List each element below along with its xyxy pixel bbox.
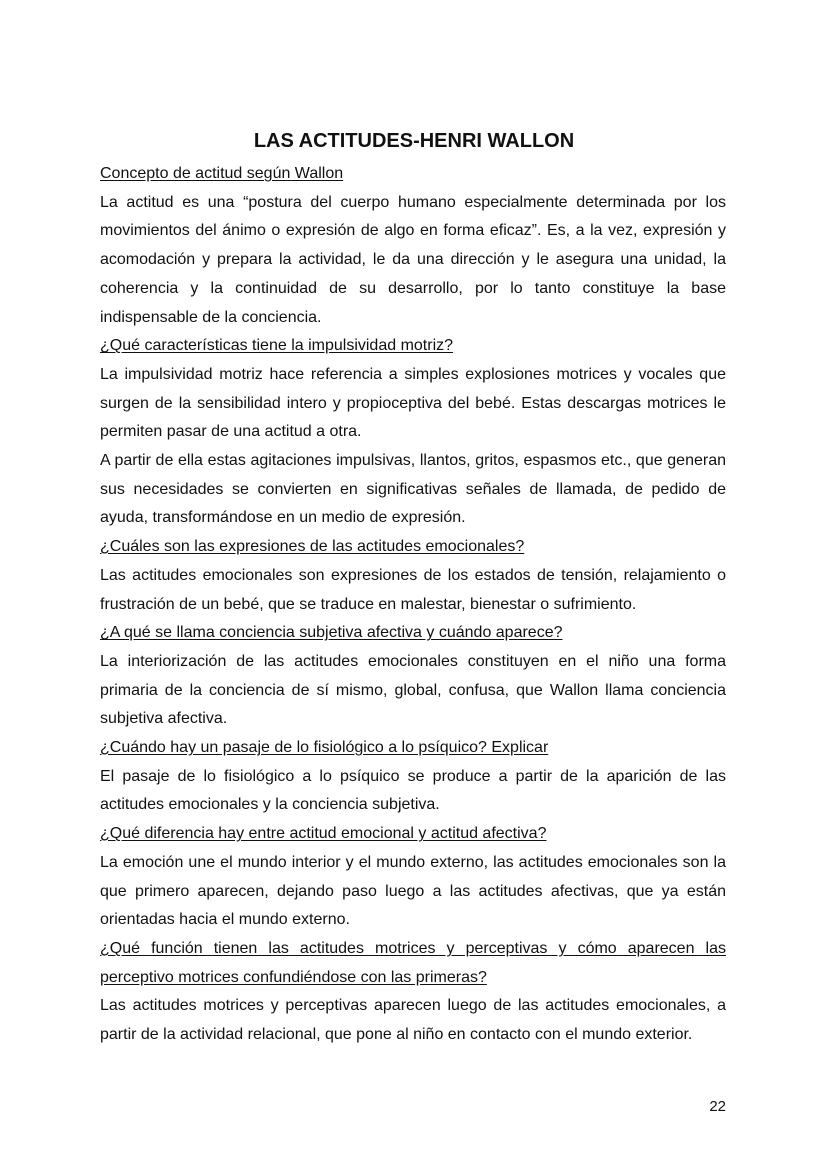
page-number: 22 xyxy=(709,1098,726,1115)
section-paragraph: La emoción une el mundo interior y el mundo externo, las actitudes emocionales son la que primero aparecen, dejando paso luego a las actitudes afectivas, que ya están orientadas hacia el mundo externo. xyxy=(100,853,726,929)
section-paragraph: Las actitudes motrices y perceptivas aparecen luego de las actitudes emocionales, a partir de la actividad relacional, que pone al niño en contacto con el mundo exterior. xyxy=(100,997,726,1044)
section-heading: Concepto de actitud según Wallon xyxy=(100,165,344,182)
document-title: LAS ACTITUDES-HENRI WALLON xyxy=(253,130,575,152)
section-paragraph: La actitud es una “postura del cuerpo humano especialmente determinada por los movimientos del ánimo o expresión de algo en forma eficaz”. Es, a la vez, expresión y acomodación y prepara la actividad, le da una dirección y le asegura una unidad, la coherencia y la continuidad de su desarrollo, por lo tanto constituye la base indispensable de la conciencia. xyxy=(100,193,726,326)
section-paragraph: A partir de ella estas agitaciones impulsivas, llantos, gritos, espasmos etc., que generan sus necesidades se convierten en significativas señales de llamada, de pedido de ayuda, transformándose en un medio de expresión. xyxy=(100,452,726,527)
section-paragraph: La interiorización de las actitudes emocionales constituyen en el niño una forma primaria de la conciencia de sí mismo, global, confusa, que Wallon llama conciencia subjetiva afectiva. xyxy=(100,652,726,728)
section-paragraph: Las actitudes emocionales son expresiones de los estados de tensión, relajamiento o frustración de un bebé, que se traduce en malestar, bienestar o sufrimiento. xyxy=(100,566,726,613)
section-heading: ¿Qué diferencia hay entre actitud emocional y actitud afectiva? xyxy=(100,825,547,843)
document-body xyxy=(100,160,726,1050)
section-paragraph: La impulsividad motriz hace referencia a simples explosiones motrices y vocales que surgen de la sensibilidad intero y propioceptiva del bebé. Estas descargas motrices le permiten pasar de una actitud a otra. xyxy=(100,365,726,441)
section-paragraph: El pasaje de lo fisiológico a lo psíquico se produce a partir de la aparición de las actitudes emocionales y la conciencia subjetiva. xyxy=(100,767,726,814)
section-heading: ¿Cuáles son las expresiones de las actitudes emocionales? xyxy=(100,538,525,556)
section-heading: ¿Qué características tiene la impulsividad motriz? xyxy=(100,337,454,355)
section-heading: ¿A qué se llama conciencia subjetiva afectiva y cuándo aparece? xyxy=(100,624,563,642)
section-heading: ¿Qué función tienen las actitudes motrices y perceptivas y cómo aparecen las perceptivo motrices confundiéndose con las primeras? xyxy=(100,939,726,986)
section-heading: ¿Cuándo hay un pasaje de lo fisiológico a lo psíquico? Explicar xyxy=(100,739,549,757)
